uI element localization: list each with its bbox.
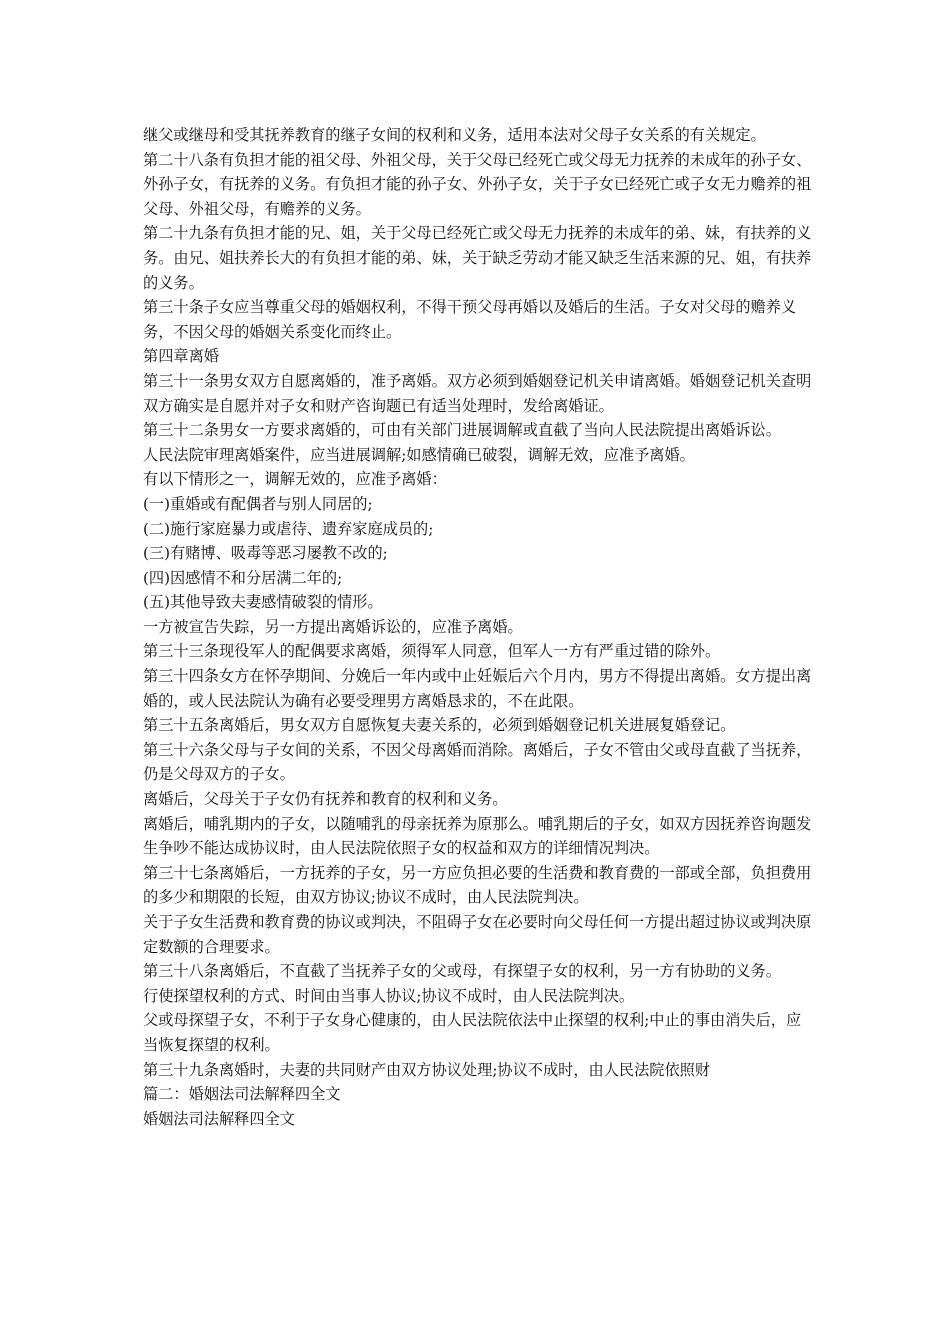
list-item-condition-5: (五)其他导致夫妻感情破裂的情形。: [143, 593, 383, 612]
paragraph-article-35: 第三十五条离婚后，男女双方自愿恢复夫妻关系的，必须到婚姻登记机关进展复婚登记。: [143, 716, 736, 735]
paragraph-article-39: 第三十九条离婚时，夫妻的共同财产由双方协议处理;协议不成时，由人民法院依照财: [143, 1060, 711, 1079]
list-item-condition-4: (四)因感情不和分居满二年的;: [143, 568, 343, 587]
paragraph-article-28: 第二十八条有负担才能的祖父母、外祖父母，关于父母已经死亡或父母无力抚养的未成年的孙子女、外孙子女，有抚养的义务。有负担才能的孙子女、外孙子女，关于子女已经死亡或子女无力赡养的祖父母、外祖父母，有赡养的义务。: [143, 150, 812, 218]
paragraph-stepchild-rights: 继父或继母和受其抚养教育的继子女间的权利和义务，适用本法对父母子女关系的有关规定。: [143, 126, 766, 144]
section-subtitle: 婚姻法司法解释四全文: [143, 1109, 295, 1128]
section-heading-part-2: 篇二：婚姻法司法解释四全文: [143, 1085, 341, 1104]
chapter-heading-divorce: 第四章离婚: [143, 347, 219, 366]
paragraph-conditions-intro: 有以下情形之一，调解无效的，应准予离婚：: [143, 470, 447, 489]
paragraph-visitation-method: 行使探望权利的方式、时间由当事人协议;协议不成时，由人民法院判决。: [143, 986, 635, 1005]
paragraph-visitation-suspension: 父或母探望子女，不利于子女身心健康的，由人民法院依法中止探望的权利;中止的事由消失后，应当恢复探望的权利。: [143, 1011, 802, 1054]
paragraph-article-32: 第三十二条男女一方要求离婚的，可由有关部门进展调解或直截了当向人民法院提出离婚诉讼。: [143, 421, 781, 440]
paragraph-parental-duty: 离婚后，父母关于子女仍有抚养和教育的权利和义务。: [143, 790, 508, 809]
list-item-condition-2: (二)施行家庭暴力或虐待、遗弃家庭成员的;: [143, 519, 434, 538]
paragraph-nursing-period: 离婚后，哺乳期内的子女，以随哺乳的母亲抚养为原那么。哺乳期后的子女，如双方因抚养咨询题发生争吵不能达成协议时，由人民法院依照子女的权益和双方的详细情况判决。: [143, 814, 812, 858]
paragraph-article-33: 第三十三条现役军人的配偶要求离婚，须得军人同意，但军人一方有严重过错的除外。: [143, 642, 721, 661]
paragraph-article-30: 第三十条子女应当尊重父母的婚姻权利，不得干预父母再婚以及婚后的生活。子女对父母的赡养义务，不因父母的婚姻关系变化而终止。: [143, 298, 797, 341]
paragraph-article-31: 第三十一条男女双方自愿离婚的，准予离婚。双方必须到婚姻登记机关申请离婚。婚姻登记机关查明双方确实是自愿并对子女和财产咨询题已有适当处理时，发给离婚证。: [143, 371, 812, 415]
paragraph-article-29: 第二十九条有负担才能的兄、姐，关于父母已经死亡或父母无力抚养的未成年的弟、妹，有扶养的义务。由兄、姐扶养长大的有负担才能的弟、妹，关于缺乏劳动才能又缺乏生活来源的兄、姐，有扶养的义务。: [143, 224, 812, 292]
paragraph-article-36: 第三十六条父母与子女间的关系，不因父母离婚而消除。离婚后，子女不管由父或母直截了当抚养，仍是父母双方的子女。: [143, 740, 812, 784]
paragraph-court-mediation: 人民法院审理离婚案件，应当进展调解;如感情确已破裂，调解无效，应准予离婚。: [143, 445, 695, 464]
list-item-condition-1: (一)重婚或有配偶者与别人同居的;: [143, 494, 373, 513]
list-item-condition-3: (三)有赌博、吸毒等恶习屡教不改的;: [143, 544, 388, 563]
paragraph-article-37: 第三十七条离婚后，一方抚养的子女，另一方应负担必要的生活费和教育费的一部或全部，负担费用的多少和期限的长短，由双方协议;协议不成时，由人民法院判决。: [143, 863, 812, 907]
paragraph-article-34: 第三十四条女方在怀孕期间、分娩后一年内或中止妊娠后六个月内，男方不得提出离婚。女方提出离婚的，或人民法院认为确有必要受理男方离婚恳求的，不在此限。: [143, 667, 812, 710]
paragraph-missing-spouse: 一方被宣告失踪，另一方提出离婚诉讼的，应准予离婚。: [143, 617, 523, 636]
paragraph-article-38: 第三十八条离婚后，不直截了当抚养子女的父或母，有探望子女的权利，另一方有协助的义务。: [143, 962, 781, 981]
document-page: [143, 123, 815, 1131]
paragraph-support-agreement: 关于子女生活费和教育费的协议或判决，不阻碍子女在必要时向父母任何一方提出超过协议或判决原定数额的合理要求。: [143, 913, 812, 956]
